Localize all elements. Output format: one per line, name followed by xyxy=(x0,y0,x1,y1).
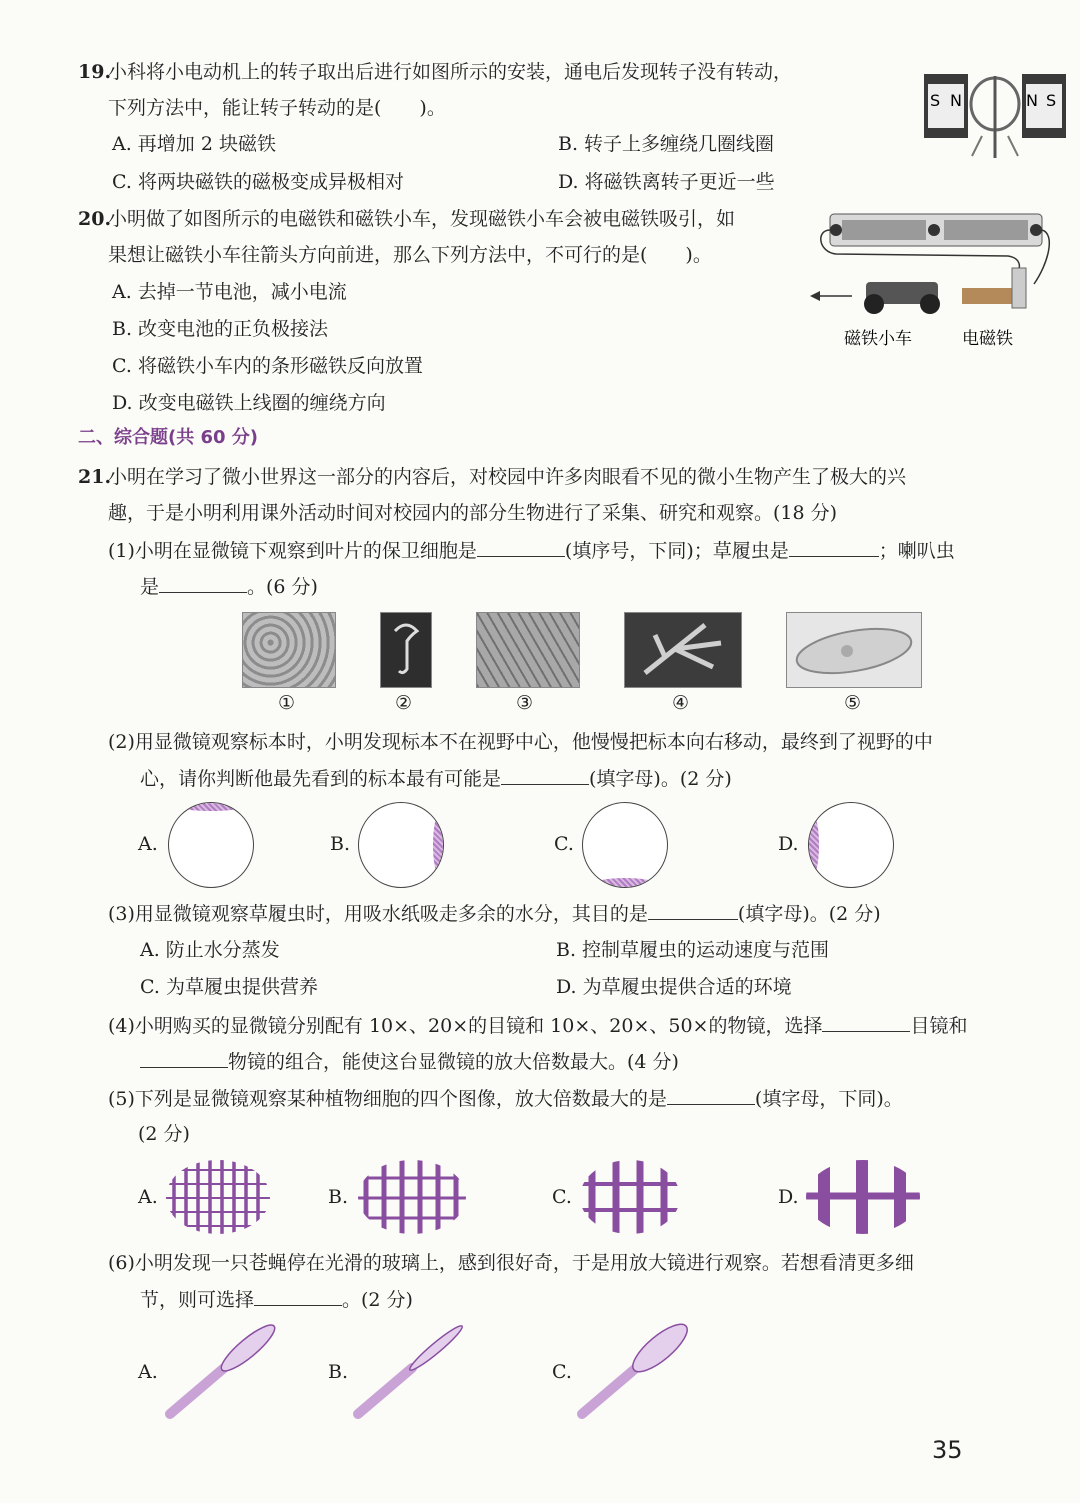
lens-thick xyxy=(216,1320,280,1377)
option-label: B. xyxy=(330,833,351,855)
option-label: D. xyxy=(778,1186,799,1208)
trumpet-animalcule-photo xyxy=(380,612,432,688)
electromagnet-label: 电磁铁 xyxy=(962,329,1013,349)
q21-part6-line1: (6)小明发现一只苍蝇停在光滑的玻璃上，感到很好奇，于是用放大镜进行观察。若想看清更多细 xyxy=(108,1252,914,1274)
q21-stem-line2: 趣，于是小明利用课外活动时间对校园内的部分生物进行了采集、研究和观察。(18 分) xyxy=(108,502,838,524)
magnet-car-label: 磁铁小车 xyxy=(844,329,912,349)
answer-blank[interactable] xyxy=(822,1013,910,1032)
option-label: A. xyxy=(138,833,158,855)
q21-part2-text-a: 心，请你判断他最先看到的标本最有可能是 xyxy=(140,768,502,790)
answer-blank[interactable] xyxy=(254,1287,342,1306)
q21-part6-text-a: 节，则可选择 xyxy=(140,1289,255,1311)
photo-label: ① xyxy=(278,692,296,714)
magnet-pole-label: N xyxy=(1026,91,1038,110)
q20-number: 20. xyxy=(78,208,112,230)
option-label: B. xyxy=(328,1361,349,1383)
q20-option-b: B. 改变电池的正负极接法 xyxy=(112,318,329,340)
q21-part5-line1 xyxy=(108,1086,903,1111)
q19-option-a: A. 再增加 2 块磁铁 xyxy=(112,133,276,155)
q21-part3-text-a: (3)用显微镜观察草履虫时，用吸水纸吸走多余的水分，其目的是 xyxy=(108,903,648,925)
option-label: C. xyxy=(552,1186,572,1208)
answer-blank[interactable] xyxy=(477,538,565,557)
photo-label: ③ xyxy=(516,692,534,714)
q21-part2-line1: (2)用显微镜观察标本时，小明发现标本不在视野中心，他慢慢把标本向右移动，最终到了视野的中 xyxy=(108,731,933,753)
q21-part5-text-a: (5)下列是显微镜观察某种植物细胞的四个图像，放大倍数最大的是 xyxy=(108,1088,667,1110)
q21-part4-line1 xyxy=(108,1013,968,1038)
answer-blank[interactable] xyxy=(648,901,738,920)
q20-stem-line2: 果想让磁铁小车往箭头方向前进，那么下列方法中，不可行的是( )。 xyxy=(108,244,712,266)
answer-blank[interactable] xyxy=(501,766,589,785)
q21-part4-text-a: (4)小明购买的显微镜分别配有 10×、20×的目镜和 10×、20×、50×的物镜，选择 xyxy=(108,1015,823,1037)
q21-part5-text-b: (填字母，下同)。 xyxy=(754,1088,903,1110)
q21-part2-line2 xyxy=(140,766,732,791)
q21-part6-line2 xyxy=(140,1287,413,1312)
rotor-magnet-figure xyxy=(922,56,1068,166)
page-number: 35 xyxy=(932,1436,963,1464)
section-heading: 二、综合题(共 60 分) xyxy=(78,427,259,448)
field-of-view-d xyxy=(808,802,894,888)
photo-label: ② xyxy=(395,692,413,714)
guard-cell-photo xyxy=(242,612,336,688)
q20-option-a: A. 去掉一节电池，减小电流 xyxy=(112,281,347,303)
q19-stem-line2: 下列方法中，能让转子转动的是( )。 xyxy=(108,97,446,119)
q19-option-c: C. 将两块磁铁的磁极变成异极相对 xyxy=(112,171,404,193)
lens-thickest xyxy=(626,1320,694,1379)
lens-medium xyxy=(407,1322,466,1373)
option-label: C. xyxy=(554,833,574,855)
q21-part3-option-a: A. 防止水分蒸发 xyxy=(140,939,280,961)
q20-option-d: D. 改变电磁铁上线圈的缠绕方向 xyxy=(112,392,386,414)
q19-number: 19. xyxy=(78,61,112,83)
magnet-pole-label: S xyxy=(1046,91,1057,110)
cell-image-a xyxy=(164,1158,272,1236)
electromagnet-car-figure xyxy=(808,204,1058,354)
magnet-pole-label: N xyxy=(950,91,962,110)
magnet-pole-label: S xyxy=(930,91,941,110)
q21-part3-option-c: C. 为草履虫提供营养 xyxy=(140,976,318,998)
q21-part3-option-d: D. 为草履虫提供合适的环境 xyxy=(556,976,792,998)
photo-label: ⑤ xyxy=(844,692,862,714)
q21-part1-text-d: 是 xyxy=(140,576,160,598)
q21-part5-line2: (2 分) xyxy=(138,1123,190,1145)
q21-number: 21. xyxy=(78,466,112,488)
q21-part1-text-b: (填序号，下同)；草履虫是 xyxy=(564,540,789,562)
q19-option-b: B. 转子上多缠绕几圈线圈 xyxy=(558,133,775,155)
q19-stem-line1: 小科将小电动机上的转子取出后进行如图所示的安装，通电后发现转子没有转动， xyxy=(108,61,793,83)
q21-part1-line2 xyxy=(140,574,318,599)
cell-image-b xyxy=(356,1158,468,1236)
option-label: A. xyxy=(138,1186,158,1208)
q20-option-c: C. 将磁铁小车内的条形磁铁反向放置 xyxy=(112,355,423,377)
electromagnet-coil xyxy=(962,288,1014,304)
cell-image-d xyxy=(804,1158,922,1236)
answer-blank[interactable] xyxy=(667,1086,755,1105)
option-label: B. xyxy=(328,1186,349,1208)
field-of-view-c xyxy=(582,802,668,888)
answer-blank[interactable] xyxy=(789,538,879,557)
q21-part1-text-e: 。(6 分) xyxy=(247,576,318,598)
q21-part1-text-c: ；喇叭虫 xyxy=(878,540,955,562)
battery xyxy=(842,220,926,240)
option-label: D. xyxy=(778,833,799,855)
onion-cell-photo xyxy=(476,612,580,688)
magnifier-a xyxy=(160,1320,284,1424)
q21-part2-text-b: (填字母)。(2 分) xyxy=(589,768,732,790)
q20-stem-line1: 小明做了如图所示的电磁铁和磁铁小车，发现磁铁小车会被电磁铁吸引，如 xyxy=(108,208,736,230)
q21-part3-text-b: (填字母)。(2 分) xyxy=(737,903,881,925)
field-of-view-a xyxy=(168,802,254,888)
q21-part4-line2 xyxy=(140,1049,679,1074)
q19-option-d: D. 将磁铁离转子更近一些 xyxy=(558,171,775,193)
cell-image-c xyxy=(578,1158,682,1236)
q21-part1-line1 xyxy=(108,538,955,563)
answer-blank[interactable] xyxy=(140,1049,228,1068)
paramecium-photo xyxy=(786,612,922,688)
battery xyxy=(944,220,1028,240)
q21-part6-text-b: 。(2 分) xyxy=(342,1289,413,1311)
magnifier-b xyxy=(348,1320,472,1424)
q21-part4-text-b: 目镜和 xyxy=(910,1015,968,1037)
option-label: C. xyxy=(552,1361,572,1383)
hydra-photo xyxy=(624,612,742,688)
q21-part1-text-a: (1)小明在显微镜下观察到叶片的保卫细胞是 xyxy=(108,540,477,562)
option-label: A. xyxy=(138,1361,158,1383)
q21-stem-line1: 小明在学习了微小世界这一部分的内容后，对校园中许多肉眼看不见的微小生物产生了极大的兴 xyxy=(108,466,907,488)
q21-part4-text-c: 物镜的组合，能使这台显微镜的放大倍数最大。(4 分) xyxy=(228,1051,679,1073)
photo-label: ④ xyxy=(672,692,690,714)
q21-part3-option-b: B. 控制草履虫的运动速度与范围 xyxy=(556,939,830,961)
field-of-view-b xyxy=(358,802,444,888)
magnifier-c xyxy=(572,1320,696,1424)
answer-blank[interactable] xyxy=(159,574,247,593)
q21-part3-line1 xyxy=(108,901,881,926)
